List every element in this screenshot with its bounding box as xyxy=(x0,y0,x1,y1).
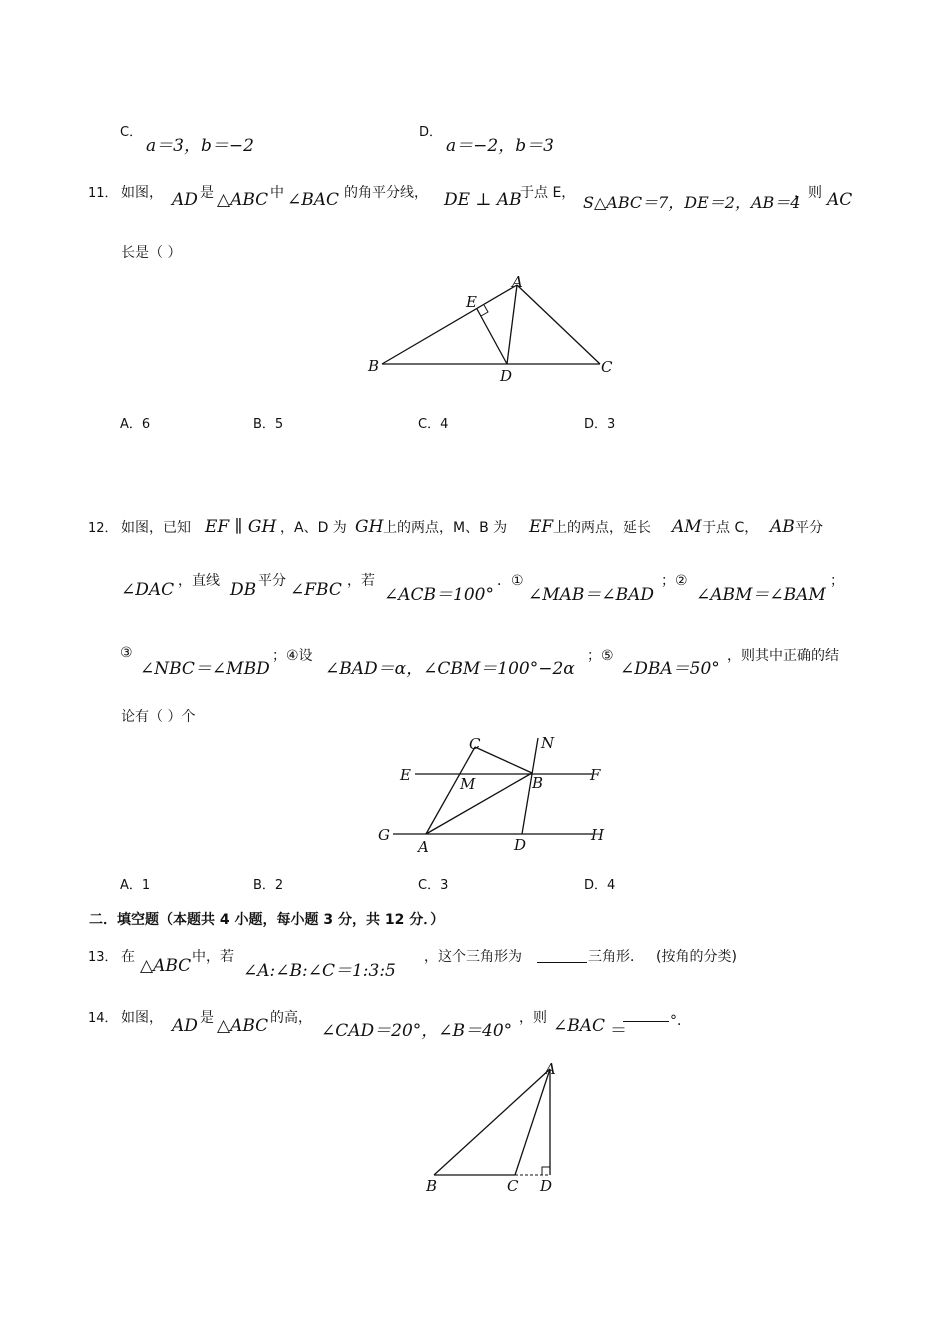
question-text: 长是（ ） xyxy=(121,245,182,261)
question-text: 的角平分线， xyxy=(344,185,428,201)
q10-option-c-label: C． xyxy=(120,125,143,140)
question-text: 于点 E， xyxy=(520,185,576,201)
question-text: 如图， xyxy=(121,1010,163,1026)
vertex-label: C xyxy=(507,1177,519,1195)
question-number: 13． xyxy=(88,950,118,965)
question-text: ．① xyxy=(497,573,524,589)
math-expression: ∠BAD＝α，∠CBM＝100°−2α xyxy=(325,659,575,679)
option-a: A．6 xyxy=(120,417,151,432)
answer-blank[interactable] xyxy=(537,946,587,963)
answer-blank[interactable] xyxy=(623,1005,669,1022)
question-text: 平分 xyxy=(258,573,286,589)
question-text: 上的两点，M、B 为 xyxy=(383,520,508,536)
math-expression: S△ABC＝7，DE＝2，AB＝4 xyxy=(583,193,801,212)
q10-option-d-label: D． xyxy=(419,125,443,140)
math-expression: ∠BAC xyxy=(553,1016,606,1036)
math-expression: EF xyxy=(529,517,554,537)
question-text: ，则 xyxy=(794,185,822,201)
math-expression: DB xyxy=(230,580,257,600)
math-expression: GH xyxy=(355,517,384,537)
math-expression: ∠A:∠B:∠C＝1:3:5 xyxy=(243,961,396,981)
math-expression: DE ⊥ AB xyxy=(444,190,522,210)
vertex-label: B xyxy=(426,1177,438,1195)
question-text: 于点 C， xyxy=(702,520,759,536)
question-number: 12． xyxy=(88,521,118,536)
vertex-label: A xyxy=(512,273,523,291)
q10-option-d-text: a＝−2，b＝3 xyxy=(446,136,554,156)
math-expression: ∠ABM＝∠BAM xyxy=(696,585,826,605)
question-text: 的高， xyxy=(270,1010,312,1026)
math-expression: ∠CAD＝20°，∠B＝40° xyxy=(321,1021,513,1041)
question-text: 平分 xyxy=(795,520,823,536)
math-expression: AC xyxy=(827,190,853,210)
question-text: ，A、D 为 xyxy=(280,520,347,536)
question-text: 如图，已知 xyxy=(121,520,191,536)
math-expression: EF ∥ GH xyxy=(205,517,277,537)
parallel-lines-figure xyxy=(370,730,620,860)
question-text: ；④设 xyxy=(272,648,313,664)
option-c: C．3 xyxy=(418,878,449,893)
question-text: 中，若 xyxy=(192,949,234,965)
point-label: C xyxy=(469,735,481,753)
question-text: 是 xyxy=(200,1010,214,1026)
math-expression: ∠MAB＝∠BAD xyxy=(528,585,655,605)
option-b: B．5 xyxy=(253,417,284,432)
triangle-altitude-figure xyxy=(415,1055,575,1200)
point-label: B xyxy=(532,774,544,792)
math-expression: △ABC xyxy=(140,956,192,976)
point-label: M xyxy=(460,775,476,793)
question-text: ③ xyxy=(120,645,133,661)
question-text: ；⑤ xyxy=(587,648,614,664)
option-c: C．4 xyxy=(418,417,449,432)
math-expression: AD xyxy=(172,1016,198,1036)
question-text: ；② xyxy=(661,573,688,589)
math-expression: ∠DBA＝50° xyxy=(620,659,720,679)
option-b: B．2 xyxy=(253,878,284,893)
option-d: D．3 xyxy=(584,417,616,432)
math-expression: ∠DAC xyxy=(121,580,175,600)
question-text: 上的两点，延长 xyxy=(553,520,651,536)
vertex-label: A xyxy=(545,1060,556,1078)
point-label: H xyxy=(591,826,605,844)
triangle-figure xyxy=(360,268,620,388)
math-expression: ∠NBC＝∠MBD xyxy=(140,659,270,679)
option-a: A．1 xyxy=(120,878,151,893)
question-text: 三角形． xyxy=(588,949,644,965)
math-expression: ∠ACB＝100° xyxy=(384,585,494,605)
question-text: 如图， xyxy=(121,185,163,201)
math-expression: ∠BAC xyxy=(287,190,340,210)
point-label: N xyxy=(541,734,555,752)
vertex-label: C xyxy=(601,358,613,376)
math-expression: AD xyxy=(172,190,198,210)
math-expression: △ABC xyxy=(217,1016,269,1036)
math-expression: AM xyxy=(672,517,702,537)
question-text: ，直线 xyxy=(178,573,220,589)
question-text: ； xyxy=(830,573,844,589)
question-text: ，则其中正确的结 xyxy=(727,648,839,664)
question-text: (按角的分类) xyxy=(656,949,737,965)
option-d: D．4 xyxy=(584,878,616,893)
question-text: °． xyxy=(670,1013,691,1029)
question-text: ，则 xyxy=(519,1010,547,1026)
point-label: D xyxy=(514,836,527,854)
question-text: 是 xyxy=(200,185,214,201)
point-label: F xyxy=(590,766,601,784)
point-label: G xyxy=(378,826,390,844)
q10-option-c-text: a＝3，b＝−2 xyxy=(146,136,254,156)
question-number: 11． xyxy=(88,186,118,201)
vertex-label: E xyxy=(466,293,477,311)
question-text: 论有（ ）个 xyxy=(121,709,196,725)
math-expression: ＝ xyxy=(610,1021,627,1041)
question-text: ，若 xyxy=(347,573,375,589)
math-expression: ∠FBC xyxy=(290,580,342,600)
question-text: 在 xyxy=(121,949,135,965)
point-label: E xyxy=(400,766,411,784)
question-number: 14． xyxy=(88,1011,118,1026)
math-expression: △ABC xyxy=(217,190,269,210)
section-heading: 二．填空题（本题共 4 小题，每小题 3 分，共 12 分．） xyxy=(89,912,445,928)
math-expression: AB xyxy=(770,517,795,537)
vertex-label: B xyxy=(368,357,380,375)
point-label: A xyxy=(418,838,429,856)
question-text: ，这个三角形为 xyxy=(424,949,522,965)
vertex-label: D xyxy=(540,1177,553,1195)
vertex-label: D xyxy=(500,367,513,385)
question-text: 中 xyxy=(270,185,284,201)
